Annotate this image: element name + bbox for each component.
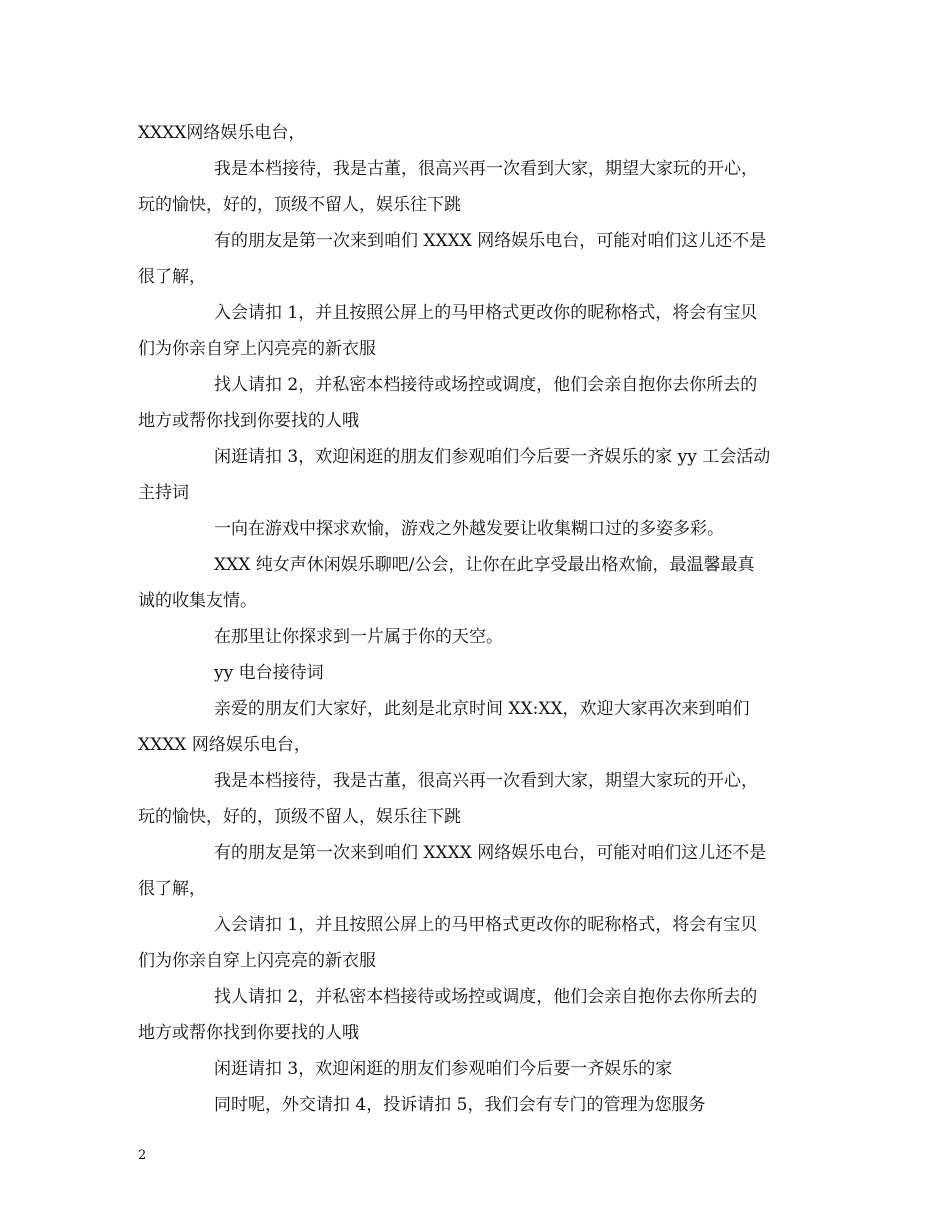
text-line: 有的朋友是第一次来到咱们 XXXX 网络娱乐电台，可能对咱们这儿还不是 xyxy=(214,843,767,863)
text-line: 亲爱的朋友们大家好，此刻是北京时间 XX:XX，欢迎大家再次来到咱们 xyxy=(214,699,750,719)
text-line: 玩的愉快，好的，顶级不留人，娱乐往下跳 xyxy=(138,195,461,215)
text-line: 我是本档接待，我是古董，很高兴再一次看到大家，期望大家玩的开心， xyxy=(214,771,758,791)
page-number: 2 xyxy=(138,1148,147,1163)
text-line: 找人请扣 2，并私密本档接待或场控或调度，他们会亲自抱你去你所去的 xyxy=(214,987,758,1007)
section-heading: yy 电台接待词 xyxy=(214,663,324,683)
text-line: XXX 纯女声休闲娱乐聊吧/公会，让你在此享受最出格欢愉，最温馨最真 xyxy=(214,555,755,575)
text-line: 一向在游戏中探求欢愉，游戏之外越发要让收集糊口过的多姿多彩。 xyxy=(214,519,724,539)
document-body xyxy=(138,115,818,1123)
text-line: 们为你亲自穿上闪亮亮的新衣服 xyxy=(138,951,376,971)
text-line: 闲逛请扣 3，欢迎闲逛的朋友们参观咱们今后要一齐娱乐的家 yy 工会活动 xyxy=(214,447,771,467)
text-line: 在那里让你探求到一片属于你的天空。 xyxy=(214,627,503,647)
text-line: 诚的收集友情。 xyxy=(138,591,257,611)
text-line: XXXX 网络娱乐电台， xyxy=(138,735,311,755)
text-line: 闲逛请扣 3，欢迎闲逛的朋友们参观咱们今后要一齐娱乐的家 xyxy=(214,1059,673,1079)
text-line: 玩的愉快，好的，顶级不留人，娱乐往下跳 xyxy=(138,807,461,827)
text-line: 入会请扣 1，并且按照公屏上的马甲格式更改你的昵称格式，将会有宝贝 xyxy=(214,915,758,935)
text-line: 找人请扣 2，并私密本档接待或场控或调度，他们会亲自抱你去你所去的 xyxy=(214,375,758,395)
text-line: XXXX网络娱乐电台， xyxy=(138,123,306,143)
text-line: 主持词 xyxy=(138,483,189,503)
text-line: 们为你亲自穿上闪亮亮的新衣服 xyxy=(138,339,376,359)
text-line: 我是本档接待，我是古董，很高兴再一次看到大家，期望大家玩的开心， xyxy=(214,159,758,179)
text-line: 很了解， xyxy=(138,267,206,287)
text-line: 地方或帮你找到你要找的人哦 xyxy=(138,411,359,431)
text-line: 同时呢，外交请扣 4，投诉请扣 5，我们会有专门的管理为您服务 xyxy=(214,1095,706,1115)
text-line: 入会请扣 1，并且按照公屏上的马甲格式更改你的昵称格式，将会有宝贝 xyxy=(214,303,758,323)
text-line: 很了解， xyxy=(138,879,206,899)
text-line: 有的朋友是第一次来到咱们 XXXX 网络娱乐电台，可能对咱们这儿还不是 xyxy=(214,231,767,251)
text-line: 地方或帮你找到你要找的人哦 xyxy=(138,1023,359,1043)
